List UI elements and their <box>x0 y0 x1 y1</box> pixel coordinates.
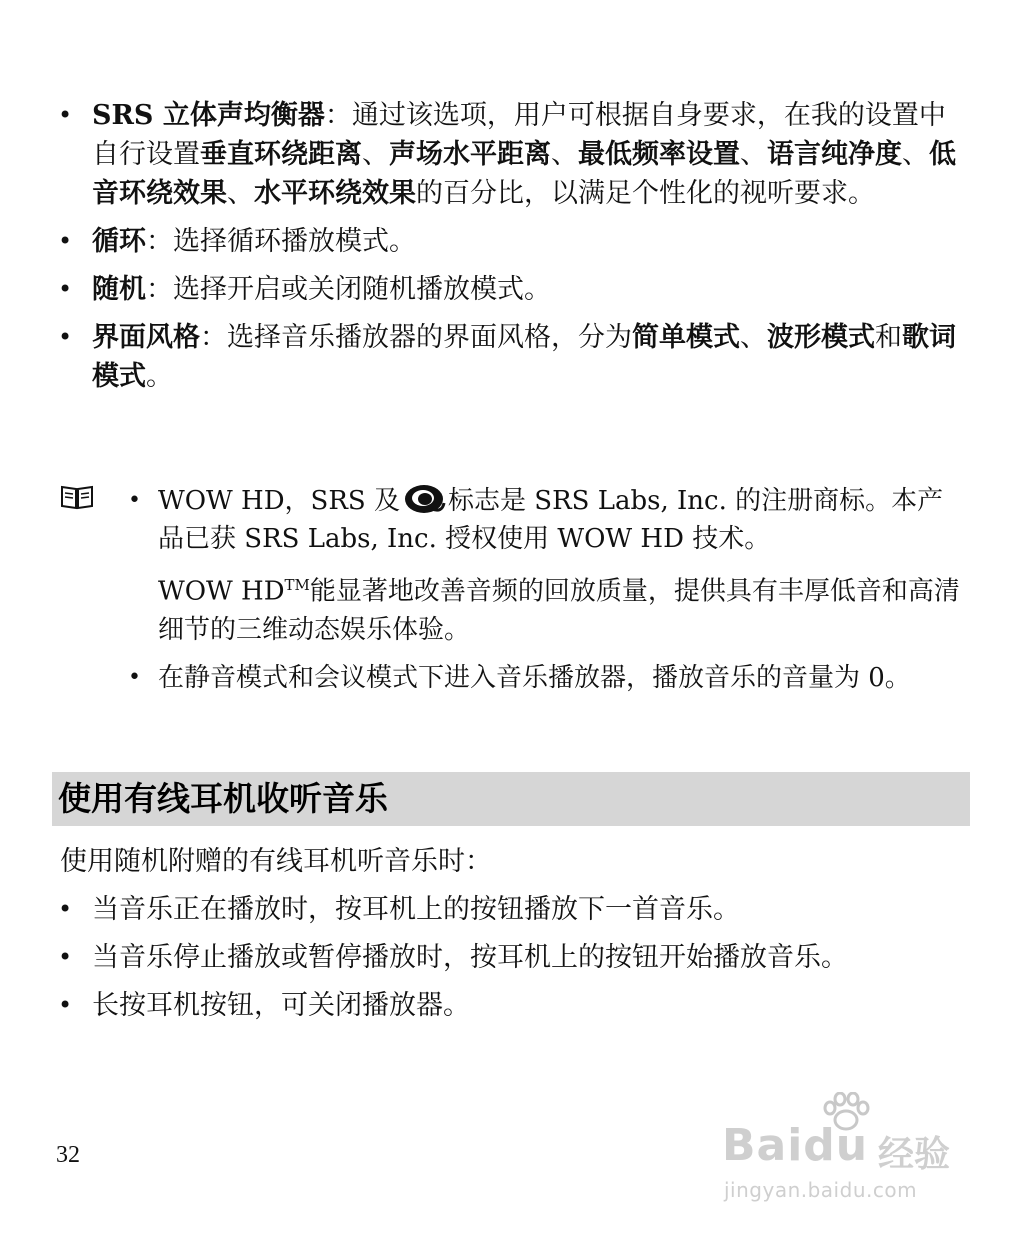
bullet: • <box>128 664 141 690</box>
settings-description: 。 <box>146 361 173 392</box>
note-text-2: 在静音模式和会议模式下进入音乐播放器，播放音乐的音量为 0。 <box>158 662 911 693</box>
note-text-1b: 标志是 SRS Labs, Inc. 的注册商标。本产品已获 SRS Labs, Inc. 授权使用 WOW HD 技术。 <box>158 486 944 554</box>
settings-item <box>56 318 968 396</box>
bullet: • <box>128 488 141 513</box>
section-heading: 使用有线耳机收听音乐 <box>52 772 970 826</box>
settings-term: SRS 立体声均衡器 <box>92 100 325 131</box>
bullet: • <box>58 323 73 351</box>
settings-description: 、 <box>362 139 389 170</box>
watermark-brand: Baidu <box>722 1120 869 1171</box>
list-item-text: 当音乐正在播放时，按耳机上的按钮播放下一首音乐。 <box>92 894 740 925</box>
note-paragraph-wowhd <box>158 566 968 649</box>
settings-option-name: 简单模式 <box>632 322 740 353</box>
trademark-symbol: TM <box>284 576 310 594</box>
bullet: • <box>58 275 73 303</box>
settings-description: 选择循环播放模式。 <box>173 226 416 257</box>
settings-description: 、 <box>551 139 578 170</box>
settings-description: 、 <box>740 322 767 353</box>
list-item <box>56 890 968 929</box>
book-icon <box>60 484 94 510</box>
settings-term: 界面风格 <box>92 322 200 353</box>
settings-separator: ： <box>200 322 227 353</box>
settings-option-name: 波形模式 <box>767 322 875 353</box>
settings-option-name: 歌词模式 <box>92 322 956 392</box>
note-item-volume <box>128 659 968 697</box>
settings-description: 选择开启或关闭随机播放模式。 <box>173 274 551 305</box>
headset-list <box>56 890 968 1034</box>
bullet: • <box>58 943 73 971</box>
list-item <box>56 938 968 977</box>
bullet: • <box>58 895 73 923</box>
wowhd-label: WOW HD <box>158 576 285 607</box>
srs-logo <box>402 483 446 515</box>
baidu-watermark <box>722 1092 972 1212</box>
wowhd-description: 能显著地改善音频的回放质量，提供具有丰厚低音和高清细节的三维动态娱乐体验。 <box>158 576 960 645</box>
settings-description: 选择音乐播放器的界面风格，分为 <box>227 322 632 353</box>
bullet: • <box>58 991 73 1019</box>
settings-separator: ： <box>146 226 173 257</box>
settings-description: 、 <box>740 139 767 170</box>
list-item-text: 长按耳机按钮，可关闭播放器。 <box>92 990 470 1021</box>
section-intro: 使用随机附赠的有线耳机听音乐时： <box>60 846 492 877</box>
list-item <box>56 986 968 1025</box>
settings-option-name: 最低频率设置 <box>578 139 740 170</box>
settings-description: 、 <box>902 139 929 170</box>
settings-term: 循环 <box>92 226 146 257</box>
settings-option-name: 垂直环绕距离 <box>200 139 362 170</box>
settings-option-name: 语言纯净度 <box>767 139 902 170</box>
settings-item <box>56 96 968 213</box>
settings-term: 随机 <box>92 274 146 305</box>
bullet: • <box>58 227 73 255</box>
page-number: 32 <box>56 1142 80 1168</box>
settings-option-name: 低音环绕效果 <box>92 139 956 209</box>
settings-description: 的百分比，以满足个性化的视听要求。 <box>416 178 875 209</box>
note-item-trademark <box>128 482 968 649</box>
note-list <box>128 482 968 707</box>
settings-option-name: 水平环绕效果 <box>254 178 416 209</box>
watermark-url: jingyan.baidu.com <box>724 1178 918 1202</box>
settings-description: 、 <box>227 178 254 209</box>
list-item-text: 当音乐停止播放或暂停播放时，按耳机上的按钮开始播放音乐。 <box>92 942 848 973</box>
settings-item <box>56 222 968 261</box>
settings-option-name: 声场水平距离 <box>389 139 551 170</box>
settings-description: 和 <box>875 322 902 353</box>
note-text-1a: WOW HD，SRS 及 <box>158 486 401 516</box>
settings-separator: ： <box>146 274 173 305</box>
watermark-brand-cn: 经验 <box>878 1134 951 1175</box>
bullet: • <box>58 101 73 129</box>
settings-list <box>56 96 968 405</box>
settings-description: 通过该选项，用户可根据自身要求，在我的设置中自行设置 <box>92 100 946 170</box>
settings-item <box>56 270 968 309</box>
settings-separator: ： <box>324 100 352 131</box>
